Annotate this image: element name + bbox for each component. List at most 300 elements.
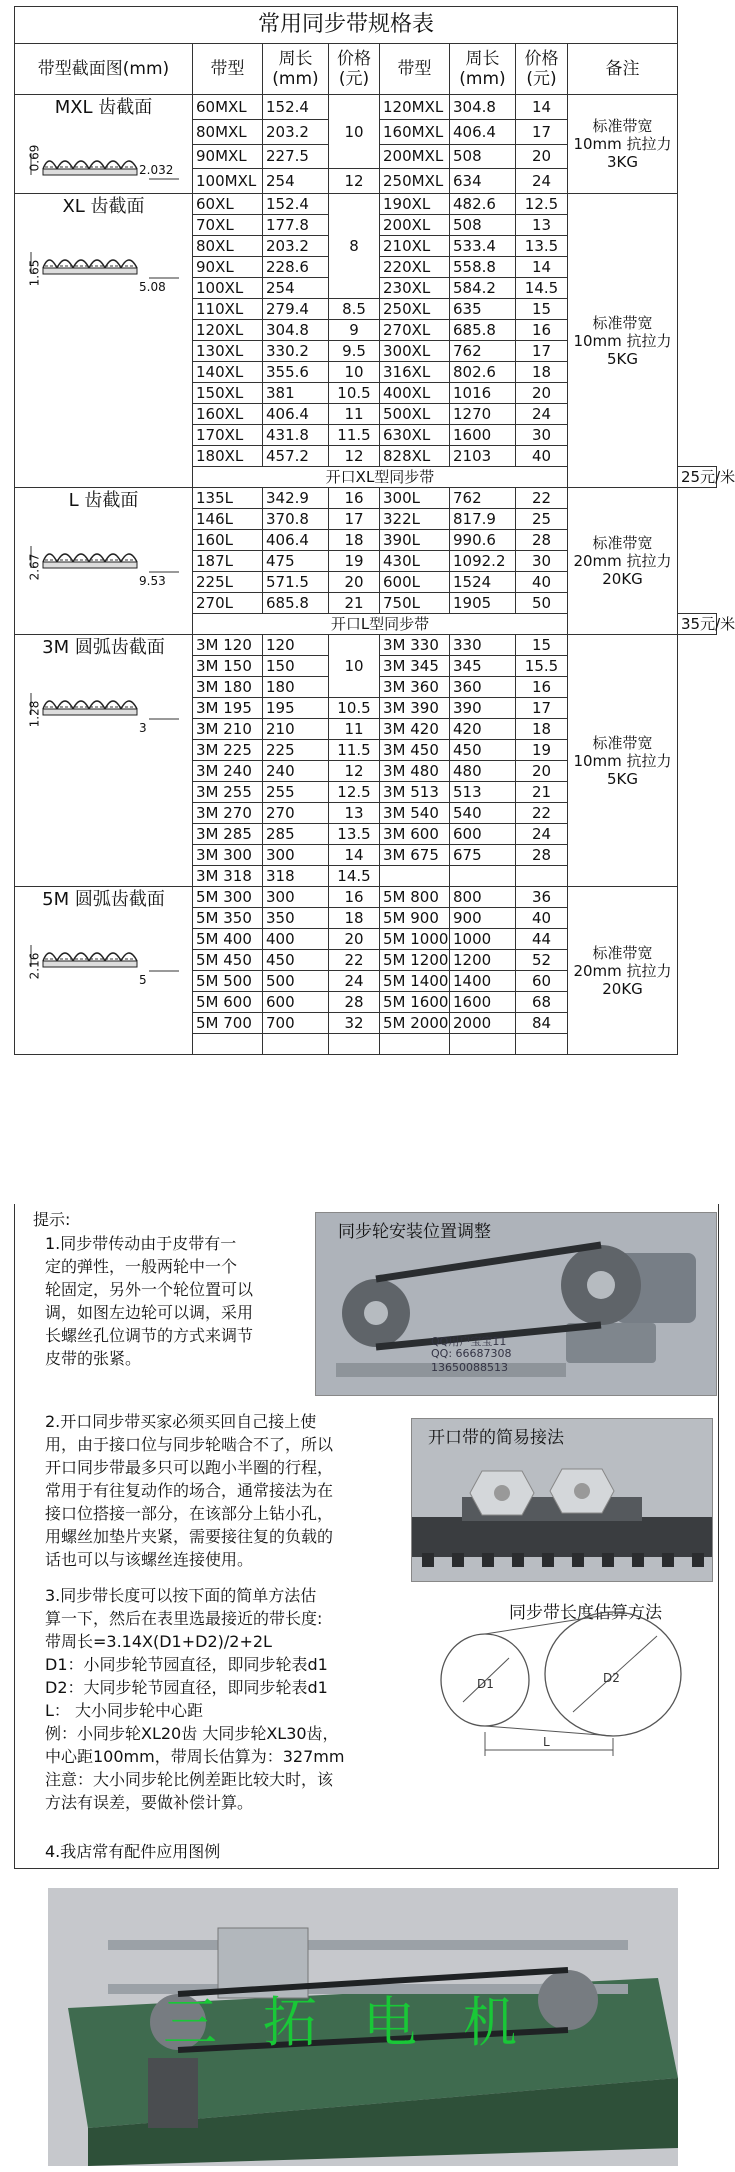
belt-length-diagram — [433, 1622, 703, 1762]
table-row — [15, 194, 717, 215]
cell-type2: 3M 345 — [380, 656, 450, 677]
cell-price2: 24 — [516, 824, 568, 845]
cell-perimeter2: 508 — [450, 215, 516, 236]
cell-price2: 40 — [516, 908, 568, 929]
cell-type: 150XL — [193, 383, 263, 404]
cell-perimeter: 195 — [263, 698, 329, 719]
cell-price2: 15.5 — [516, 656, 568, 677]
cell-type2: 3M 675 — [380, 845, 450, 866]
cell-perimeter2: 1016 — [450, 383, 516, 404]
cell-perimeter2: 2103 — [450, 446, 516, 467]
cell-price2: 22 — [516, 488, 568, 509]
cell-perimeter: 279.4 — [263, 299, 329, 320]
cell-type2: 3M 360 — [380, 677, 450, 698]
tooth-profile-drawing — [19, 915, 189, 985]
cell-type2: 316XL — [380, 362, 450, 383]
cell-type: 5M 500 — [193, 971, 263, 992]
cell-type2: 322L — [380, 509, 450, 530]
profile-name: 5M 圆弧齿截面 — [42, 889, 165, 910]
note-line: 用，由于接口位与同步轮啮合不了，所以 — [45, 1435, 334, 1454]
cell-perimeter: 152.4 — [263, 194, 329, 215]
cell-perimeter: 571.5 — [263, 572, 329, 593]
cell-perimeter2: 345 — [450, 656, 516, 677]
cell-perimeter2: 508 — [450, 144, 516, 169]
cell-type2: 3M 420 — [380, 719, 450, 740]
page-title: 常用同步带规格表 — [15, 7, 678, 44]
note-3 — [45, 1584, 435, 1814]
cell-type2: 3M 513 — [380, 782, 450, 803]
cell-price: 10 — [329, 362, 380, 383]
cell-price: 20 — [329, 929, 380, 950]
cell-type2: 430L — [380, 551, 450, 572]
cell-price2: 18 — [516, 362, 568, 383]
cell-perimeter2: 480 — [450, 761, 516, 782]
cell-price2: 17 — [516, 119, 568, 144]
cell-price: 8 — [329, 194, 380, 299]
cell-price2: 13.5 — [516, 236, 568, 257]
footer-open-belt: 开口XL型同步带 — [193, 467, 568, 488]
application-photo — [48, 1888, 678, 2166]
cell-perimeter: 370.8 — [263, 509, 329, 530]
empty-cell — [380, 1034, 450, 1055]
remark-cell: 标准带宽 10mm 抗拉力3KG — [568, 95, 678, 194]
open-belt-joint-photo — [411, 1418, 713, 1582]
cell-price2: 18 — [516, 719, 568, 740]
cell-type: 3M 240 — [193, 761, 263, 782]
cell-perimeter2: 1200 — [450, 950, 516, 971]
cell-perimeter2: 2000 — [450, 1013, 516, 1034]
cell-perimeter: 500 — [263, 971, 329, 992]
remark-cell: 标准带宽 10mm 抗拉力5KG — [568, 194, 678, 488]
header-profile: 带型截面图(mm) — [15, 44, 193, 95]
note-line: 方法有误差，要做补偿计算。 — [45, 1793, 254, 1812]
cell-perimeter: 700 — [263, 1013, 329, 1034]
note-line: 皮带的张紧。 — [45, 1349, 142, 1368]
table-row — [15, 488, 717, 509]
cell-price: 14.5 — [329, 866, 380, 887]
cell-price: 20 — [329, 572, 380, 593]
note-line: 开口同步带最多只可以跑小半圈的行程， — [45, 1458, 334, 1477]
cell-perimeter: 228.6 — [263, 257, 329, 278]
cell-perimeter: 225 — [263, 740, 329, 761]
cell-perimeter2: 600 — [450, 824, 516, 845]
cell-price: 12 — [329, 169, 380, 194]
cell-price2: 30 — [516, 425, 568, 446]
cell-type: 3M 195 — [193, 698, 263, 719]
cell-perimeter: 203.2 — [263, 119, 329, 144]
qq-user: QQ用户宝宝11 — [431, 1335, 507, 1348]
cell-type: 3M 300 — [193, 845, 263, 866]
cell-perimeter2: 1092.2 — [450, 551, 516, 572]
phone-number: 13650088513 — [431, 1361, 508, 1374]
cell-perimeter: 270 — [263, 803, 329, 824]
spec-table — [14, 6, 735, 1055]
cell-type2: 3M 390 — [380, 698, 450, 719]
cell-type2: 3M 330 — [380, 635, 450, 656]
cell-type2: 3M 600 — [380, 824, 450, 845]
cell-type2: 390L — [380, 530, 450, 551]
cell-price: 14 — [329, 845, 380, 866]
cell-perimeter2: 1600 — [450, 425, 516, 446]
cell-price: 12 — [329, 761, 380, 782]
cell-perimeter2: 513 — [450, 782, 516, 803]
cell-type: 5M 700 — [193, 1013, 263, 1034]
cell-type: 146L — [193, 509, 263, 530]
footer-price: 25元/米 — [678, 467, 717, 488]
cell-type2: 600L — [380, 572, 450, 593]
cell-type: 180XL — [193, 446, 263, 467]
cell-perimeter: 300 — [263, 887, 329, 908]
cell-price2: 20 — [516, 383, 568, 404]
cell-perimeter: 254 — [263, 169, 329, 194]
cell-price2: 22 — [516, 803, 568, 824]
cell-type2: 300L — [380, 488, 450, 509]
caption-pulley-adjust: 同步轮安装位置调整 — [338, 1222, 491, 1242]
cell-price2: 20 — [516, 761, 568, 782]
remark-cell: 标准带宽 20mm 抗拉力20KG — [568, 488, 678, 635]
cell-price2: 14 — [516, 95, 568, 120]
table-row — [15, 95, 717, 120]
cell-price2: 52 — [516, 950, 568, 971]
cell-type: 80MXL — [193, 119, 263, 144]
cell-perimeter2: 990.6 — [450, 530, 516, 551]
cell-perimeter: 406.4 — [263, 404, 329, 425]
cell-price: 8.5 — [329, 299, 380, 320]
cell-perimeter2: 1905 — [450, 593, 516, 614]
profile-cell-m5 — [15, 887, 193, 1055]
cell-type2 — [380, 866, 450, 887]
cell-price2: 50 — [516, 593, 568, 614]
cell-type: 5M 400 — [193, 929, 263, 950]
note-1 — [45, 1232, 335, 1370]
cell-perimeter2: 420 — [450, 719, 516, 740]
cell-price: 21 — [329, 593, 380, 614]
note-line: 定的弹性，一般两轮中一个 — [45, 1257, 238, 1276]
cell-perimeter2: 482.6 — [450, 194, 516, 215]
note-line: 带周长=3.14X(D1+D2)/2+2L — [45, 1632, 272, 1651]
cell-type2: 750L — [380, 593, 450, 614]
profile-name: MXL 齿截面 — [54, 97, 153, 118]
cell-price2: 25 — [516, 509, 568, 530]
empty-cell — [193, 1034, 263, 1055]
cell-type: 60XL — [193, 194, 263, 215]
dimension-height: 2.16 — [27, 952, 42, 980]
cell-type: 120XL — [193, 320, 263, 341]
profile-cell-m3 — [15, 635, 193, 887]
cell-price2: 13 — [516, 215, 568, 236]
cell-price2: 28 — [516, 845, 568, 866]
belt-joint-illustration — [412, 1419, 712, 1581]
cell-perimeter2: 406.4 — [450, 119, 516, 144]
note-line: 话也可以与该螺丝连接使用。 — [45, 1550, 254, 1569]
cell-price: 10.5 — [329, 698, 380, 719]
cell-perimeter2: 1524 — [450, 572, 516, 593]
cell-perimeter2: 533.4 — [450, 236, 516, 257]
cell-type: 5M 300 — [193, 887, 263, 908]
cell-type: 3M 150 — [193, 656, 263, 677]
cell-price: 12 — [329, 446, 380, 467]
profile-name: XL 齿截面 — [62, 196, 145, 217]
note-line: 调，如图左边轮可以调，采用 — [45, 1303, 254, 1322]
note-line: D2：大同步轮节园直径，即同步轮表d1 — [45, 1678, 328, 1697]
cell-type2: 5M 800 — [380, 887, 450, 908]
cell-price2: 28 — [516, 530, 568, 551]
cell-type: 225L — [193, 572, 263, 593]
cell-perimeter: 600 — [263, 992, 329, 1013]
cell-perimeter: 475 — [263, 551, 329, 572]
label-l: L — [543, 1735, 550, 1749]
cell-perimeter2: 450 — [450, 740, 516, 761]
cell-price: 12.5 — [329, 782, 380, 803]
cell-type: 135L — [193, 488, 263, 509]
cell-type2: 500XL — [380, 404, 450, 425]
cell-perimeter2: 900 — [450, 908, 516, 929]
cell-perimeter: 685.8 — [263, 593, 329, 614]
cell-perimeter2: 1000 — [450, 929, 516, 950]
empty-cell — [450, 1034, 516, 1055]
cell-price2: 30 — [516, 551, 568, 572]
dimension-width: 3 — [139, 721, 147, 735]
cell-price2 — [516, 866, 568, 887]
cell-perimeter: 177.8 — [263, 215, 329, 236]
cell-type2: 828XL — [380, 446, 450, 467]
note-line: 接口位搭接一部分，在该部分上钻小孔， — [45, 1504, 334, 1523]
cell-type: 170XL — [193, 425, 263, 446]
cell-type: 3M 270 — [193, 803, 263, 824]
cell-price: 10 — [329, 95, 380, 169]
note-line: 注意：大小同步轮比例差距比较大时，该 — [45, 1770, 334, 1789]
cell-perimeter2: 1400 — [450, 971, 516, 992]
cell-perimeter2: 584.2 — [450, 278, 516, 299]
cell-price2: 36 — [516, 887, 568, 908]
cell-type: 3M 318 — [193, 866, 263, 887]
cell-perimeter: 457.2 — [263, 446, 329, 467]
cell-price: 9.5 — [329, 341, 380, 362]
cell-type2: 200MXL — [380, 144, 450, 169]
notes-panel — [14, 1204, 719, 1869]
cell-perimeter2: 762 — [450, 488, 516, 509]
empty-cell — [516, 1034, 568, 1055]
note-line: 轮固定，另外一个轮位置可以 — [45, 1280, 254, 1299]
cell-perimeter: 203.2 — [263, 236, 329, 257]
cell-perimeter: 254 — [263, 278, 329, 299]
remark-cell: 标准带宽 20mm 抗拉力20KG — [568, 887, 678, 1055]
note-line: 3.同步带长度可以按下面的简单方法估 — [45, 1586, 317, 1605]
dimension-height: 0.69 — [27, 144, 42, 172]
cell-type2: 120MXL — [380, 95, 450, 120]
dimension-width: 5 — [139, 973, 147, 987]
cell-price2: 12.5 — [516, 194, 568, 215]
remark-cell: 标准带宽 10mm 抗拉力5KG — [568, 635, 678, 887]
cell-type: 5M 600 — [193, 992, 263, 1013]
cell-type2: 5M 1000 — [380, 929, 450, 950]
cell-type2: 270XL — [380, 320, 450, 341]
cell-perimeter: 285 — [263, 824, 329, 845]
cell-price2: 14 — [516, 257, 568, 278]
cell-perimeter2: 558.8 — [450, 257, 516, 278]
cell-perimeter: 240 — [263, 761, 329, 782]
caption-open-belt-joint: 开口带的简易接法 — [428, 1428, 564, 1448]
tooth-profile-drawing — [19, 123, 189, 193]
cell-type2: 190XL — [380, 194, 450, 215]
cell-type: 100MXL — [193, 169, 263, 194]
cell-price2: 60 — [516, 971, 568, 992]
cell-price: 13.5 — [329, 824, 380, 845]
cell-type2: 5M 1200 — [380, 950, 450, 971]
dimension-width: 2.032 — [139, 163, 174, 177]
cell-price: 16 — [329, 488, 380, 509]
cell-type: 70XL — [193, 215, 263, 236]
cell-type2: 210XL — [380, 236, 450, 257]
cell-price2: 19 — [516, 740, 568, 761]
profile-cell-mxl — [15, 95, 193, 194]
cell-price: 16 — [329, 887, 380, 908]
cell-type: 5M 350 — [193, 908, 263, 929]
table-row — [15, 887, 717, 908]
note-2 — [45, 1410, 425, 1571]
header-type: 带型 — [193, 44, 263, 95]
cell-perimeter: 350 — [263, 908, 329, 929]
cell-price2: 16 — [516, 677, 568, 698]
cell-price2: 24 — [516, 169, 568, 194]
tooth-profile-drawing — [19, 663, 189, 733]
cell-perimeter2: 634 — [450, 169, 516, 194]
cell-perimeter: 300 — [263, 845, 329, 866]
cell-perimeter2: 1600 — [450, 992, 516, 1013]
cell-price: 17 — [329, 509, 380, 530]
dimension-height: 1.28 — [27, 700, 42, 728]
cell-price2: 84 — [516, 1013, 568, 1034]
label-d2: D2 — [603, 1671, 620, 1685]
cell-type: 3M 210 — [193, 719, 263, 740]
cell-price: 9 — [329, 320, 380, 341]
cell-price2: 40 — [516, 572, 568, 593]
cell-perimeter2: 802.6 — [450, 362, 516, 383]
cell-type2: 230XL — [380, 278, 450, 299]
cell-type: 5M 450 — [193, 950, 263, 971]
cell-type: 80XL — [193, 236, 263, 257]
note-line: 用螺丝加垫片夹紧，需要接往复的负载的 — [45, 1527, 334, 1546]
cell-price2: 16 — [516, 320, 568, 341]
cell-type2: 5M 900 — [380, 908, 450, 929]
cell-perimeter: 330.2 — [263, 341, 329, 362]
profile-name: 3M 圆弧齿截面 — [42, 637, 165, 658]
cell-price2: 14.5 — [516, 278, 568, 299]
note-line: 长螺丝孔位调节的方式来调节 — [45, 1326, 254, 1345]
cell-price: 24 — [329, 971, 380, 992]
table-row — [15, 635, 717, 656]
cell-price: 19 — [329, 551, 380, 572]
cell-perimeter2: 304.8 — [450, 95, 516, 120]
cell-type: 100XL — [193, 278, 263, 299]
cell-price2: 40 — [516, 446, 568, 467]
cell-price2: 20 — [516, 144, 568, 169]
empty-cell — [329, 1034, 380, 1055]
dimension-width: 9.53 — [139, 574, 166, 588]
note-line: 算一下，然后在表里选最接近的带长度: — [45, 1609, 323, 1628]
cell-type2: 3M 450 — [380, 740, 450, 761]
empty-cell — [263, 1034, 329, 1055]
header-type-2: 带型 — [380, 44, 450, 95]
cell-price: 28 — [329, 992, 380, 1013]
cell-price2: 24 — [516, 404, 568, 425]
pulley-adjust-photo — [315, 1212, 717, 1396]
cell-perimeter2: 635 — [450, 299, 516, 320]
cell-perimeter: 180 — [263, 677, 329, 698]
cell-price: 10 — [329, 635, 380, 698]
header-price-2: 价格(元) — [516, 44, 568, 95]
pulley-adjust-illustration — [316, 1213, 716, 1395]
cell-perimeter2: 360 — [450, 677, 516, 698]
cell-type2: 250MXL — [380, 169, 450, 194]
profile-name: L 齿截面 — [68, 490, 139, 511]
cell-type: 270L — [193, 593, 263, 614]
note-line: 常用于有往复动作的场合，通常接法为在 — [45, 1481, 334, 1500]
cell-perimeter2: 685.8 — [450, 320, 516, 341]
cell-perimeter2: 1270 — [450, 404, 516, 425]
cell-perimeter: 152.4 — [263, 95, 329, 120]
cell-type2: 5M 1600 — [380, 992, 450, 1013]
cell-type: 3M 180 — [193, 677, 263, 698]
cell-perimeter: 255 — [263, 782, 329, 803]
cell-perimeter: 355.6 — [263, 362, 329, 383]
header-remark: 备注 — [568, 44, 678, 95]
cell-perimeter: 450 — [263, 950, 329, 971]
cell-price2: 68 — [516, 992, 568, 1013]
cell-perimeter: 381 — [263, 383, 329, 404]
cell-perimeter2: 817.9 — [450, 509, 516, 530]
cell-type2: 220XL — [380, 257, 450, 278]
notes-heading: 提示: — [33, 1210, 71, 1229]
qq-number: QQ: 66687308 — [431, 1347, 512, 1360]
cell-price: 32 — [329, 1013, 380, 1034]
header-perimeter: 周长(mm) — [263, 44, 329, 95]
cell-price: 11.5 — [329, 425, 380, 446]
note-line: 1.同步带传动由于皮带有一 — [45, 1234, 237, 1253]
cell-type2: 400XL — [380, 383, 450, 404]
cell-type: 110XL — [193, 299, 263, 320]
footer-price: 35元/米 — [678, 614, 717, 635]
cell-type2: 3M 480 — [380, 761, 450, 782]
cell-type2: 300XL — [380, 341, 450, 362]
note-4: 4.我店常有配件应用图例 — [45, 1842, 221, 1861]
cell-type2: 5M 2000 — [380, 1013, 450, 1034]
cell-type: 140XL — [193, 362, 263, 383]
cell-price2: 15 — [516, 299, 568, 320]
cell-type2: 5M 1400 — [380, 971, 450, 992]
cell-perimeter2: 540 — [450, 803, 516, 824]
cell-price: 11.5 — [329, 740, 380, 761]
dimension-height: 2.67 — [27, 553, 42, 581]
cell-perimeter2: 330 — [450, 635, 516, 656]
cell-type: 3M 255 — [193, 782, 263, 803]
cell-type: 160XL — [193, 404, 263, 425]
cell-price2: 44 — [516, 929, 568, 950]
profile-cell-l — [15, 488, 193, 635]
cell-type: 130XL — [193, 341, 263, 362]
cell-perimeter2: 390 — [450, 698, 516, 719]
label-d1: D1 — [477, 1677, 494, 1691]
cell-perimeter: 318 — [263, 866, 329, 887]
header-price: 价格(元) — [329, 44, 380, 95]
cell-perimeter: 400 — [263, 929, 329, 950]
watermark-text: 三拓电机 — [163, 1991, 563, 2054]
profile-cell-xl — [15, 194, 193, 488]
caption-belt-length: 同步带长度估算方法 — [509, 1603, 662, 1623]
cell-type: 60MXL — [193, 95, 263, 120]
cell-perimeter: 120 — [263, 635, 329, 656]
cell-perimeter: 227.5 — [263, 144, 329, 169]
